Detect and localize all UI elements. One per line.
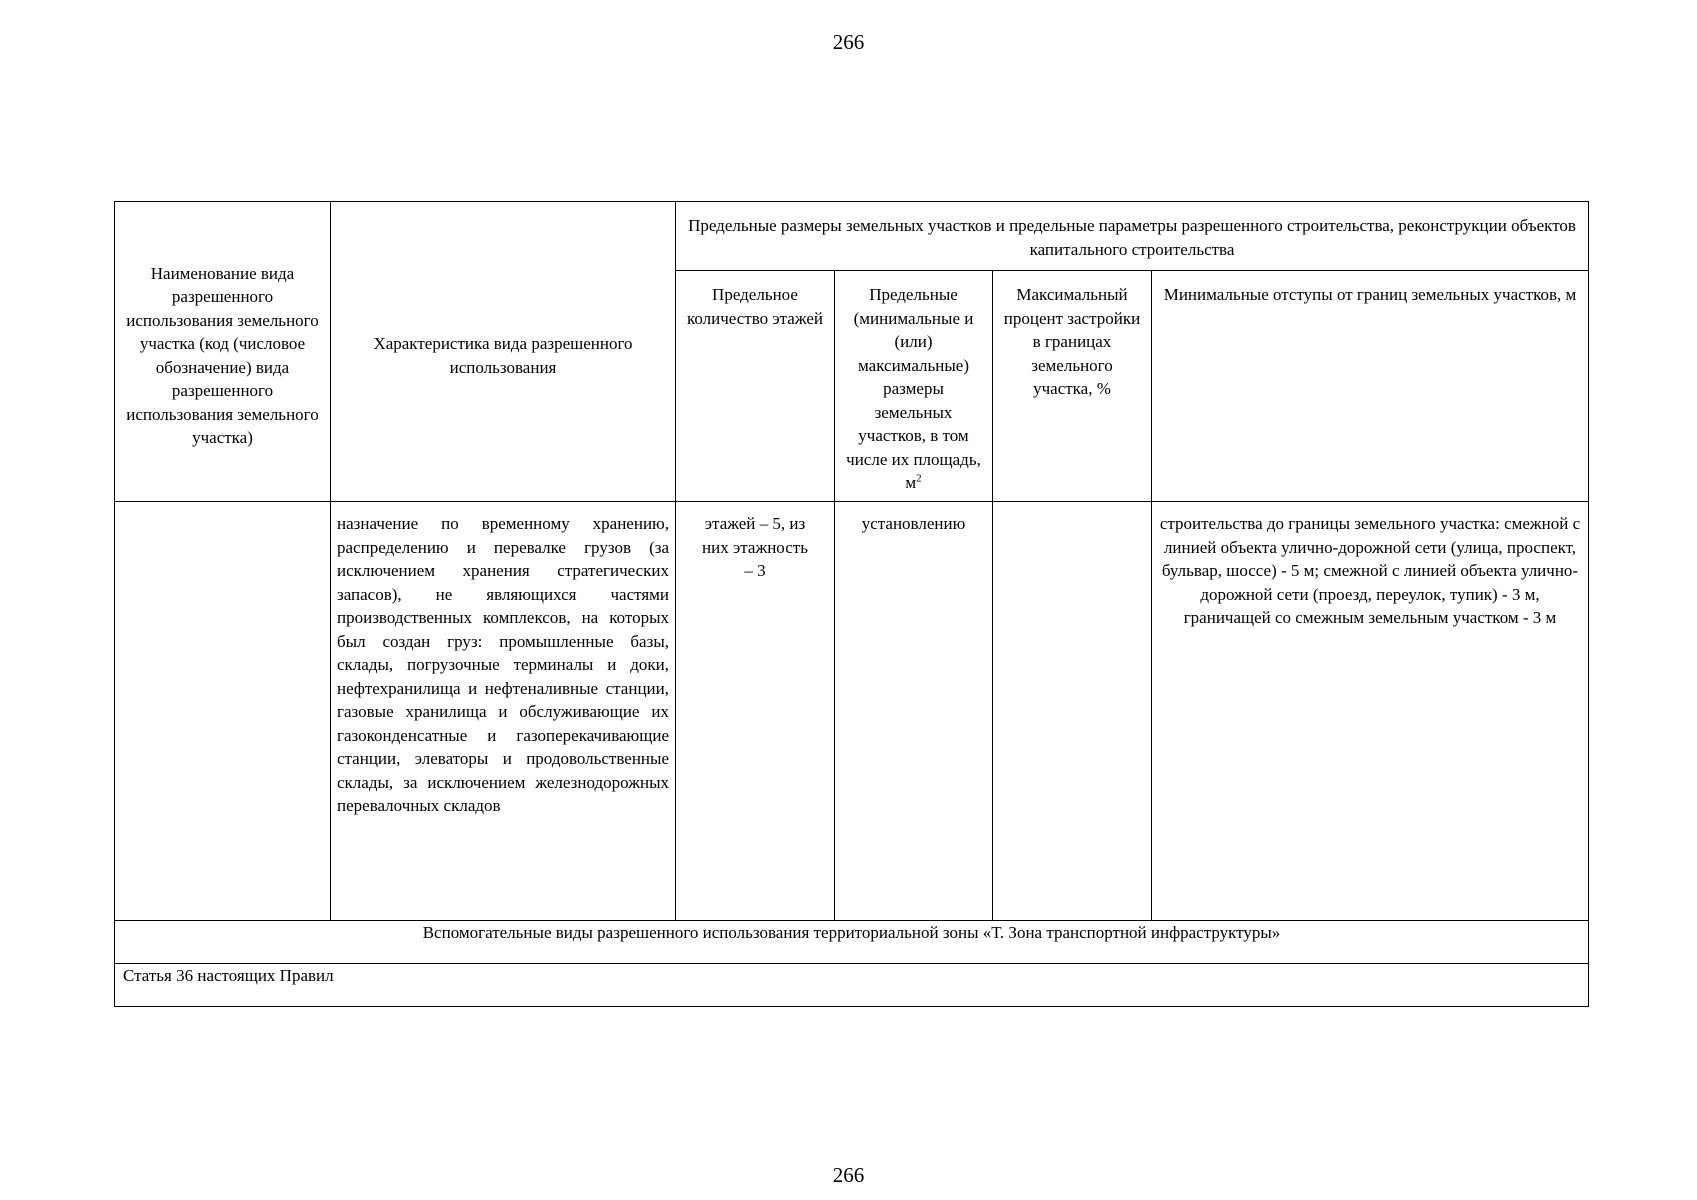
- page-number-bottom: 266: [832, 1163, 865, 1187]
- cell-setbacks: строительства до границы земельного участка: смежной с линией объекта улично-дорожной сети (улица, проспект, бульвар, шоссе) - 5 м; смежной с линией объекта улично-дорожной сети (проезд, переулок, тупик) - 3 м, граничащей со смежным земельным участком - 3 м: [1152, 502, 1589, 921]
- header-sizes-text: Предельные (минимальные и (или) максимальные) размеры земельных участков, в том числе их площадь, м: [846, 285, 981, 492]
- header-setbacks: Минимальные отступы от границ земельных участков, м: [1152, 271, 1589, 502]
- cell-name: [115, 502, 331, 921]
- note-text: Статья 36 настоящих Правил: [115, 964, 1589, 1007]
- header-limits-group: Предельные размеры земельных участков и предельные параметры разрешенного строительства, реконструкции объектов капитального строительства: [676, 202, 1589, 271]
- header-row-1: [115, 202, 1589, 271]
- table-row: [115, 502, 1589, 921]
- header-name: Наименование вида разрешенного использования земельного участка (код (числовое обозначение) вида разрешенного использования земельного участка): [115, 202, 331, 502]
- header-percent: Максимальный процент застройки в границах земельного участка, %: [993, 271, 1152, 502]
- header-characteristic: Характеристика вида разрешенного использования: [331, 202, 676, 502]
- section-header-row: [115, 921, 1589, 964]
- cell-characteristic: назначение по временному хранению, распределению и перевалке грузов (за исключением хранения стратегических запасов), не являющихся частями производственных комплексов, на которых был создан груз: промышленные базы, склады, погрузочные терминалы и доки, нефтехранилища и нефтеналивные станции, газовые хранилища и обслуживающие их газоконденсатные и газоперекачивающие станции, элеваторы и продовольственные склады, за исключением железнодорожных перевалочных складов: [331, 502, 676, 921]
- cell-sizes: установлению: [835, 502, 993, 921]
- header-floors: Предельное количество этажей: [676, 271, 835, 502]
- section-title: Вспомогательные виды разрешенного использования территориальной зоны «Т. Зона транспортной инфраструктуры»: [115, 921, 1589, 964]
- header-sizes: [835, 271, 993, 502]
- note-row: [115, 964, 1589, 1007]
- cell-floors: этажей – 5, из них этажность – 3: [676, 502, 835, 921]
- page-number-top: 266: [832, 30, 865, 54]
- cell-percent: [993, 502, 1152, 921]
- header-sizes-superscript: 2: [916, 472, 922, 485]
- zoning-table: [114, 201, 1589, 1007]
